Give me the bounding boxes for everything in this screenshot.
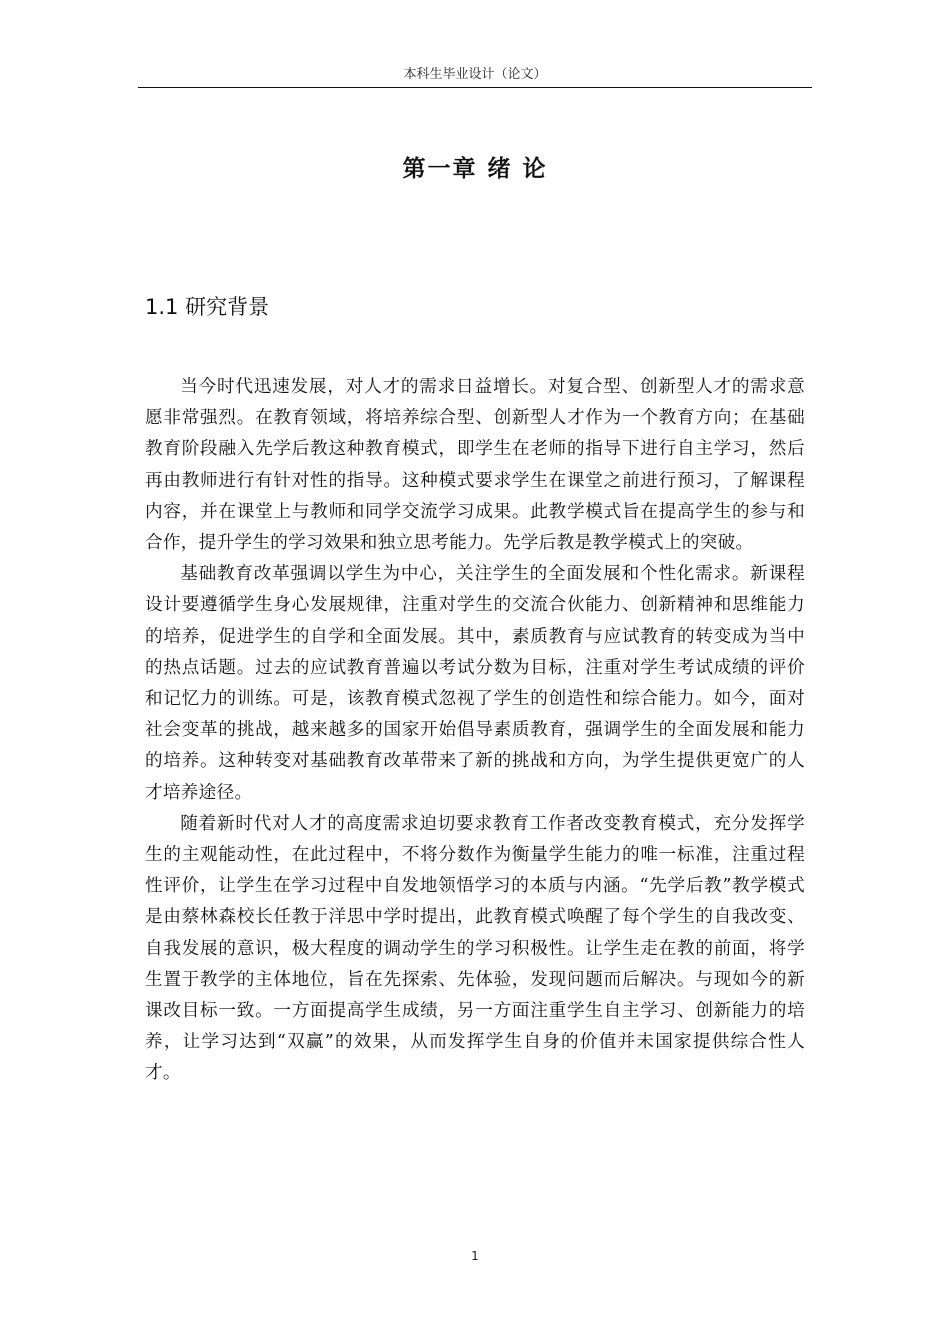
running-header: 本科生毕业设计（论文） [403,67,547,82]
paragraph-3: 随着新时代对人才的高度需求迫切要求教育工作者改变教育模式，充分发挥学生的主观能动性，在此过程中，不将分数作为衡量学生能力的唯一标准，注重过程性评价，让学生在学习过程中自发地领悟学习的本质与内涵。“先学后教”教学模式是由蔡林森校长任教于洋思中学时提出，此教育模式唤醒了每个学生的自我改变、自我发展的意识，极大程度的调动学生的学习积极性。让学生走在教的前面，将学生置于教学的主体地位，旨在先探索、先体验，发现问题而后解决。与现如今的新课改目标一致。一方面提高学生成绩，另一方面注重学生自主学习、创新能力的培养，让学习达到“双赢”的效果，从而发挥学生自身的价值并未国家提供综合性人才。 [145,813,805,1084]
page-number: 1 [471,1249,479,1263]
paragraph-1: 当今时代迅速发展，对人才的需求日益增长。对复合型、创新型人才的需求意愿非常强烈。在教育领域，将培养综合型、创新型人才作为一个教育方向；在基础教育阶段融入先学后教这种教育模式，即学生在老师的指导下进行自主学习，然后再由教师进行有针对性的指导。这种模式要求学生在课堂之前进行预习，了解课程内容，并在课堂上与教师和同学交流学习成果。此教学模式旨在提高学生的参与和合作，提升学生的学习效果和独立思考能力。先学后教是教学模式上的突破。 [145,377,805,554]
chapter-title: 第一章 绪 论 [402,156,548,182]
section-title: 1.1 研究背景 [145,295,270,319]
paragraph-2: 基础教育改革强调以学生为中心，关注学生的全面发展和个性化需求。新课程设计要遵循学生身心发展规律，注重对学生的交流合伙能力、创新精神和思维能力的培养，促进学生的自学和全面发展。其中，素质教育与应试教育的转变成为当中的热点话题。过去的应试教育普遍以考试分数为目标，注重对学生考试成绩的评价和记忆力的训练。可是，该教育模式忽视了学生的创造性和综合能力。如今，面对社会变革的挑战，越来越多的国家开始倡导素质教育，强调学生的全面发展和能力的培养。这种转变对基础教育改革带来了新的挑战和方向，为学生提供更宽广的人才培养途径。 [145,564,805,803]
header-divider [138,87,812,88]
body-text [145,372,805,1090]
